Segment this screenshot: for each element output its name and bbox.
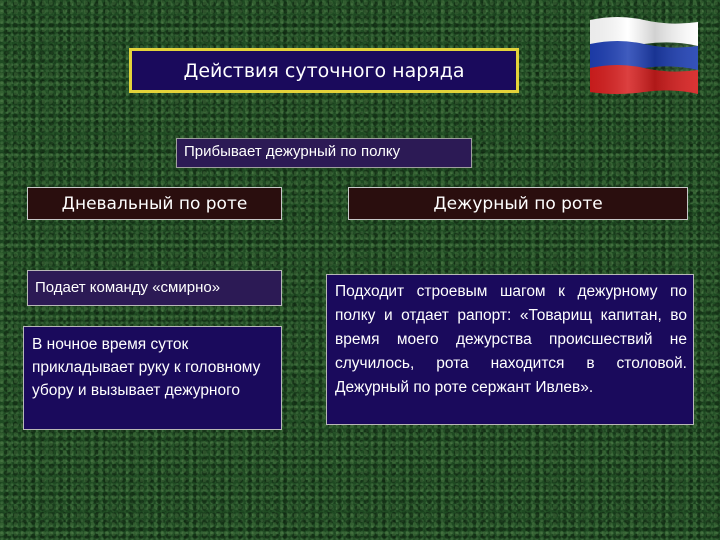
arrival-box	[176, 138, 472, 168]
slide-title-text: Действия суточного наряда	[183, 59, 465, 82]
slide-title	[129, 48, 519, 93]
command-text: Подает команду «смирно»	[35, 279, 221, 296]
report-box	[326, 274, 694, 425]
russian-flag-icon	[588, 14, 700, 98]
night-action-text: В ночное время суток прикладывает руку к головному убору и вызывает дежурного	[32, 336, 261, 399]
duty-officer-header-text: Дежурный по роте	[433, 193, 603, 214]
orderly-header	[27, 187, 282, 220]
arrival-text: Прибывает дежурный по полку	[184, 143, 401, 160]
command-box	[27, 270, 282, 306]
orderly-header-text: Дневальный по роте	[61, 193, 248, 214]
duty-officer-header	[348, 187, 688, 220]
night-action-box	[23, 326, 282, 430]
report-text: Подходит строевым шагом к дежурному по полку и отдает рапорт: «Товарищ капитан, во время моего дежурства происшествий не случилось, рота находится в столовой. Дежурный по роте сержант Ивлев».	[335, 283, 687, 396]
